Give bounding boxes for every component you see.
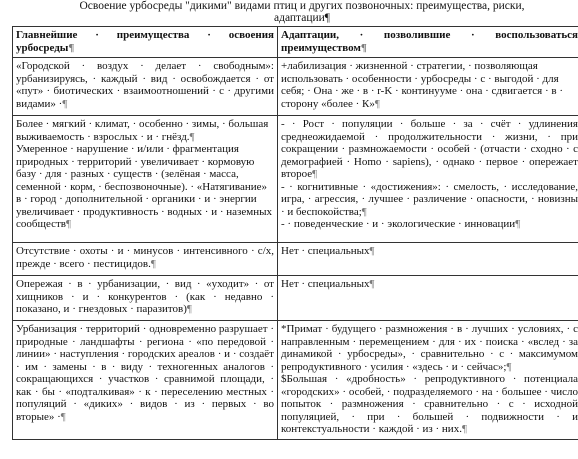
row2-advantage: Более · мягкий · климат, · особенно · зимы, · большая выживаемость · взрослых · и · гнёзд. ¶ Умеренное · нарушение · и/или · фрагментация природных · территорий · увеличивает · кормовую базу · для · разных · существ · (зелёная · масса, семенной · корм, · беспозвоночные). · «Натягивание» в · город · дополнительной · органики · и · энергии увеличивает · продуктивность · водных · и · наземных сообществ ¶ [13,116,278,243]
table-row [13,243,578,276]
comparison-table [12,26,578,440]
row1-adaptation: +лабилизация · жизненной · стратегии, · позволяющая использовать · особенности · урбосреды · с · выгодой · для себя; · Она · же · в · r-K · континууме · она · сдвигается · в · сторону «более · К» ¶ [278,58,578,116]
row4-adaptation: Нет · специальных ¶ [278,276,578,321]
table-row [13,321,578,440]
row1-advantage: «Городской · воздух · делает · свободным»: урбанизируясь, · каждый · вид · освобождается · от «пут» · биотических · взаимоотношений · с · другими видами» · ¶ [13,58,278,116]
row2-adaptation: - · Рост · популяции · больше · за · счёт · удлинения среднеожидаемой · продолжительности · жизни, · при сокращении · размножаемости · особей · (отчасти · сходно · с демографией · Homo · sapiens), · однако · первое · опережает второе ¶ - · когнитивные · «достижения»: · смелость, · исследование, игра, · агрессия, · лучшее · различение · опасности, · новизны · и беспокойства; ¶ - · поведенческие · и · экологические · инновации ¶ [278,116,578,243]
document-caption: Освоение урбосреды "дикими" видами птиц и других позвоночных: преимущества, риски, адаптации¶ [79,0,525,24]
table-row [13,276,578,321]
row5-advantage: Урбанизация · территорий · одновременно разрушает · природные · ландшафты · региона · «по передовой · линии» · наступления · городских ареалов · и · создаёт · им · замены · в · виду · техногенных аналогов · сокращающихся · участков · сравнимой площади, · как · бы · «подталкивая» · к · переселению местных · популяций · «диких» · видов · из · первых · во вторые» · ¶ [13,321,278,440]
header-advantages: Главнейшие · преимущества · освоения урбосреды¶ [13,27,278,58]
row3-advantage: Отсутствие · охоты · и · минусов · интенсивного · с/х, прежде · всего · пестицидов. ¶ [13,243,278,276]
header-adaptations: Адаптации, · позволившие · воспользоваться преимуществом¶ [278,27,578,58]
table-header-row [13,27,578,58]
row4-advantage: Опережая · в · урбанизации, · вид · «уходит» · от хищников · и · конкурентов · (как · недавно · показано, и · гнездовых · паразитов) ¶ [13,276,278,321]
table-row [13,58,578,116]
row5-adaptation: *Примат · будущего · размножения · в · лучших · условиях, · с направленным · перемещением · для · их · поиска · «вслед · за динамикой · урбосреды», · сравнительно · с · максимумом репродуктивного · усилия · «здесь · и · сейчас»; ¶ $Большая · «дробность» · репродуктивного · потенциала «городских» · особей, · подразделяемого · на · большее · число попыток · размножения · сравнительно · с · исходной популяцией, · при · большей · подвижности · и контекстуальности · каждой · из · них. ¶ [278,321,578,440]
table-row [13,116,578,243]
row3-adaptation: Нет · специальных ¶ [278,243,578,276]
